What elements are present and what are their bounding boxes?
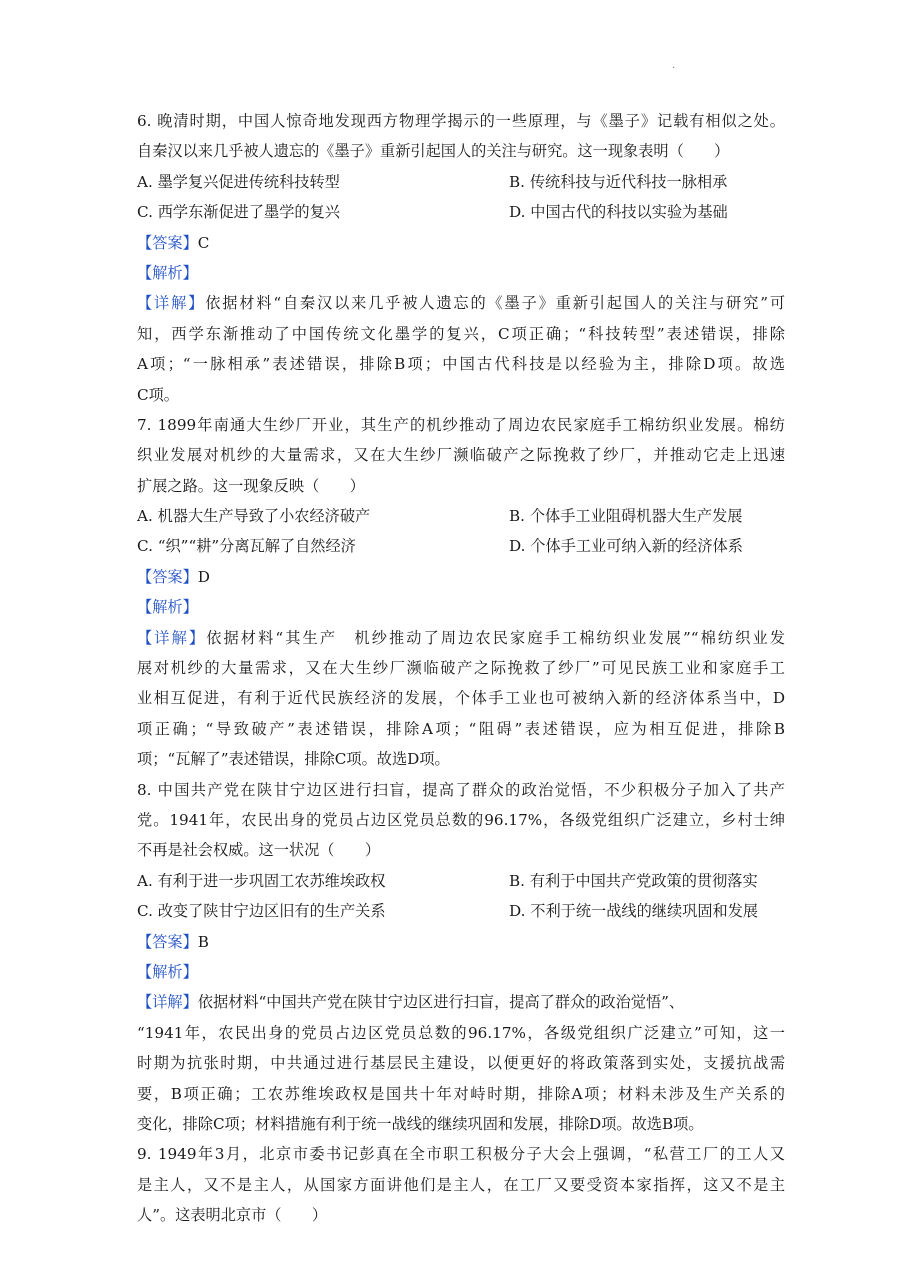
answer-line: [137, 228, 785, 258]
detail-line: C项。: [137, 385, 179, 404]
detail-line: 知，西学东渐推动了中国传统文化墨学的复兴，C项正确；“科技转型”表述错误，排除: [137, 324, 785, 343]
answer-line: [137, 927, 785, 957]
analysis-tag: 【解析】: [137, 962, 198, 981]
options-row: [137, 531, 785, 561]
question-stem-line: 是主人，又不是主人，从国家方面讲他们是主人，在工厂又要受资本家指挥，这又不是主: [137, 1175, 785, 1194]
detail-tag: 【详解】: [137, 294, 206, 313]
detail-line: A项；“一脉相承”表述错误，排除B项；中国古代科技是以经验为主，排除D项。故选: [137, 355, 785, 374]
question-stem-line: 9. 1949年3月，北京市委书记彭真在全市职工积极分子大会上强调，“私营工厂的工人又: [137, 1145, 785, 1164]
option-c: C. 西学东渐促进了墨学的复兴: [137, 203, 340, 222]
question-stem-line: 自秦汉以来几乎被人遗忘的《墨子》重新引起国人的关注与研究。这一现象表明（ ）: [137, 142, 730, 161]
header-mark: .: [672, 60, 676, 71]
option-a: A. 墨学复兴促进传统科技转型: [137, 172, 340, 191]
option-a: A. 有利于进一步巩固工农苏维埃政权: [137, 871, 386, 890]
detail-line: “1941年，农民出身的党员占边区党员总数的96.17%，各级党组织广泛建立”可知，这一: [137, 1023, 785, 1042]
detail-text: 依据材料“其生产 机纱推动了周边农民家庭手工棉纺织业发展”“棉纺织业发: [206, 628, 786, 647]
detail-line: 项；“瓦解了”表述错误，排除C项。故选D项。: [137, 750, 450, 769]
question-stem-line: 不再是社会权威。这一状况（ ）: [137, 841, 380, 860]
option-b: B. 传统科技与近代科技一脉相承: [509, 172, 728, 191]
detail-text: 依据材料“自秦汉以来几乎被人遗忘的《墨子》重新引起国人的关注与研究”可: [205, 294, 786, 313]
question-list: [137, 106, 785, 1230]
question-stem-line: 织业发展对机纱的大量需求，又在大生纱厂濒临破产之际挽救了纱厂，并推动它走上迅速: [137, 446, 785, 465]
detail-line: 变化，排除C项；材料措施有利于统一战线的继续巩固和发展，排除D项。故选B项。: [137, 1114, 704, 1133]
answer-value: C: [197, 233, 210, 252]
analysis-tag: 【解析】: [137, 263, 198, 282]
options-row: [137, 501, 785, 531]
question-stem-line: 人”。这表明北京市（ ）: [137, 1206, 328, 1225]
question-6: [137, 106, 785, 410]
answer-tag: 【答案】: [137, 233, 198, 252]
detail-line: 时期为抗张时期，中共通过进行基层民主建设，以便更好的将政策落到实处，支援抗战需: [137, 1054, 785, 1073]
answer-value: D: [197, 567, 210, 586]
question-stem-line: 扩展之路。这一现象反映（ ）: [137, 476, 365, 495]
answer-line: [137, 562, 785, 592]
detail-line: 要，B项正确；工农苏维埃政权是国共十年对峙时期，排除A项；材料未涉及生产关系的: [137, 1084, 785, 1103]
question-stem-line: 8. 中国共产党在陕甘宁边区进行扫盲，提高了群众的政治觉悟，不少积极分子加入了共产: [137, 780, 785, 799]
options-row: [137, 167, 785, 197]
option-c: C. 改变了陕甘宁边区旧有的生产关系: [137, 902, 386, 921]
question-8: [137, 775, 785, 1140]
option-d: D. 中国古代的科技以实验为基础: [509, 203, 728, 222]
detail-line: [137, 987, 785, 1017]
question-9: [137, 1139, 785, 1230]
detail-text: 依据材料“中国共产党在陕甘宁边区进行扫盲，提高了群众的政治觉悟”、: [197, 993, 685, 1012]
answer-value: B: [197, 932, 209, 951]
detail-line: 业相互促进，有利于近代民族经济的发展，个体手工业也可被纳入新的经济体系当中，D: [137, 689, 785, 708]
option-b: B. 个体手工业阻碍机器大生产发展: [509, 507, 743, 526]
detail-line: 展对机纱的大量需求，又在大生纱厂濒临破产之际挽救了纱厂”可见民族工业和家庭手工: [137, 659, 785, 678]
detail-tag: 【详解】: [137, 628, 207, 647]
detail-line: [137, 288, 785, 318]
option-c: C. “织”“耕”分离瓦解了自然经济: [137, 537, 356, 556]
detail-line: 项正确；“导致破产”表述错误，排除A项；“阻碍”表述错误，应为相互促进，排除B: [137, 719, 785, 738]
options-row: [137, 866, 785, 896]
options-row: [137, 197, 785, 227]
question-stem-line: 6. 晚清时期，中国人惊奇地发现西方物理学揭示的一些原理，与《墨子》记载有相似之处。: [137, 112, 785, 130]
question-stem-line: 党。1941年，农民出身的党员占边区党员总数的96.17%，各级党组织广泛建立，乡村士绅: [137, 810, 785, 829]
option-a: A. 机器大生产导致了小农经济破产: [137, 507, 371, 526]
detail-tag: 【详解】: [137, 993, 198, 1012]
detail-line: [137, 623, 785, 653]
answer-tag: 【答案】: [137, 932, 198, 951]
option-d: D. 不利于统一战线的继续巩固和发展: [509, 902, 759, 921]
answer-tag: 【答案】: [137, 567, 198, 586]
question-7: [137, 410, 785, 775]
option-b: B. 有利于中国共产党政策的贯彻落实: [509, 871, 758, 890]
options-row: [137, 896, 785, 926]
option-d: D. 个体手工业可纳入新的经济体系: [509, 537, 743, 556]
analysis-tag: 【解析】: [137, 598, 198, 617]
question-stem-line: 7. 1899年南通大生纱厂开业，其生产的机纱推动了周边农民家庭手工棉纺织业发展。棉纺: [137, 415, 785, 434]
